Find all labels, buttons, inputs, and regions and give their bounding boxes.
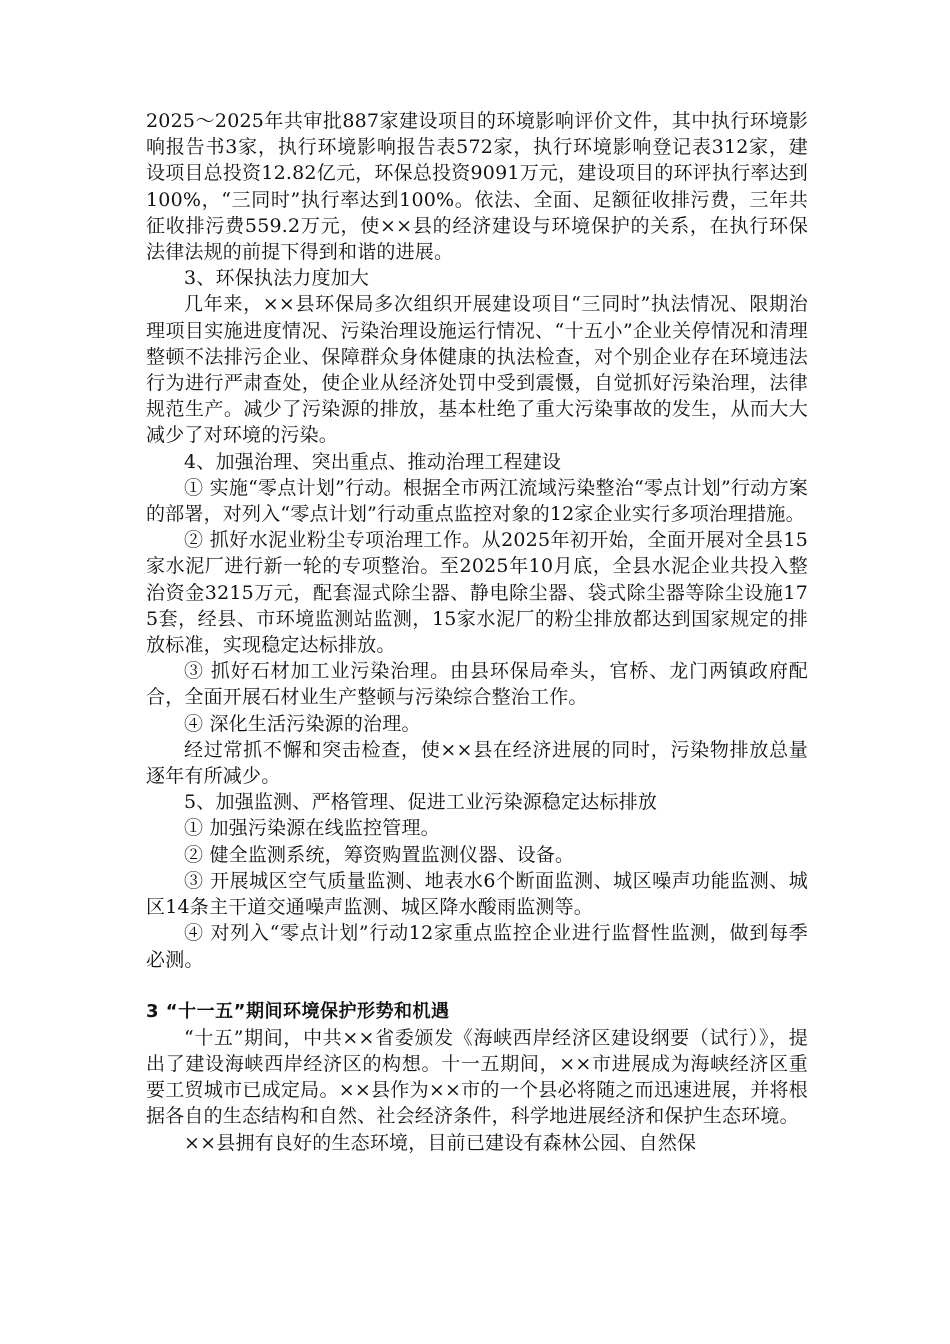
list-item-monitoring-system: ② 健全监测系统，筹资购置监测仪器、设备。 [184,843,575,866]
list-item-domestic-pollution: ④ 深化生活污染源的治理。 [184,712,421,735]
paragraph-pollution-reduction: 经过常抓不懈和突击检查，使××县在经济进展的同时，污染物排放总量逐年有所减少。 [146,738,808,788]
subheading-monitoring: 5、加强监测、严格管理、促进工业污染源稳定达标排放 [184,791,658,814]
paragraph-enforcement: 几年来，××县环保局多次组织开展建设项目“三同时”执法情况、限期治理项目实施进度情况、污染治理设施运行情况、“十五小”企业关停情况和清理整顿不法排污企业、保障群众身体健康的执法检查，对个别企业存在环境违法行为进行严肃查处，使企业从经济处罚中受到震慑，自觉抓好污染治理，法律规范生产。减少了污染源的排放，基本杜绝了重大污染事故的发生，从而大大减少了对环境的污染。 [146,293,808,447]
list-item-cement-dust: ② 抓好水泥业粉尘专项治理工作。从2025年初开始，全面开展对全县15家水泥厂进行新一轮的专项整治。至2025年10月底，全县水泥企业共投入整治资金3215万元，配套湿式除尘器、静电除尘器、袋式除尘器等除尘设施175套，经县、市环境监测站监测，15家水泥厂的粉尘排放都达到国家规定的排放标准，实现稳定达标排放。 [146,529,808,657]
list-item-supervisory-monitoring: ④ 对列入“零点计划”行动12家重点监控企业进行监督性监测，做到每季必测。 [146,922,808,971]
subheading-governance: 4、加强治理、突出重点、推动治理工程建设 [184,450,562,473]
subheading-enforcement: 3、环保执法力度加大 [184,267,370,290]
list-item-online-monitoring: ① 加强污染源在线监控管理。 [184,817,440,840]
section-heading: 3 “十一五”期间环境保护形势和机遇 [146,1000,450,1022]
list-item-air-water-noise: ③ 开展城区空气质量监测、地表水6个断面监测、城区噪声功能监测、城区14条主干道交通噪声监测、城区降水酸雨监测等。 [146,869,808,919]
list-item-stone-processing: ③ 抓好石材加工业污染治理。由县环保局牵头，官桥、龙门两镇政府配合，全面开展石材业生产整顿与污染综合整治工作。 [146,660,808,709]
document-body [146,108,808,1156]
paragraph-approval-stats: 2025～2025年共审批887家建设项目的环境影响评价文件，其中执行环境影响报告书3家，执行环境影响报告表572家，执行环境影响登记表312家，建设项目总投资12.82亿元，环保总投资9091万元，建设项目的环评执行率达到100%，“三同时”执行率达到100%。依法、全面、足额征收排污费，三年共征收排污费559.2万元，使××县的经济建设与环境保护的关系，在执行环保法律法规的前提下得到和谐的进展。 [146,110,808,264]
paragraph-west-strait: “十五”期间，中共××省委颁发《海峡西岸经济区建设纲要（试行）》，提出了建设海峡西岸经济区的构想。十一五期间，××市进展成为海峡经济区重要工贸城市已成定局。××县作为××市的一个县必将随之而迅速进展，并将根据各自的生态结构和自然、社会经济条件，科学地进展经济和保护生态环境。 [146,1026,808,1128]
list-item-zero-plan: ① 实施“零点计划”行动。根据全市两江流域污染整治“零点计划”行动方案的部署，对列入“零点计划”行动重点监控对象的12家企业实行多项治理措施。 [146,476,808,526]
paragraph-ecology: ××县拥有良好的生态环境，目前已建设有森林公园、自然保 [184,1131,697,1154]
